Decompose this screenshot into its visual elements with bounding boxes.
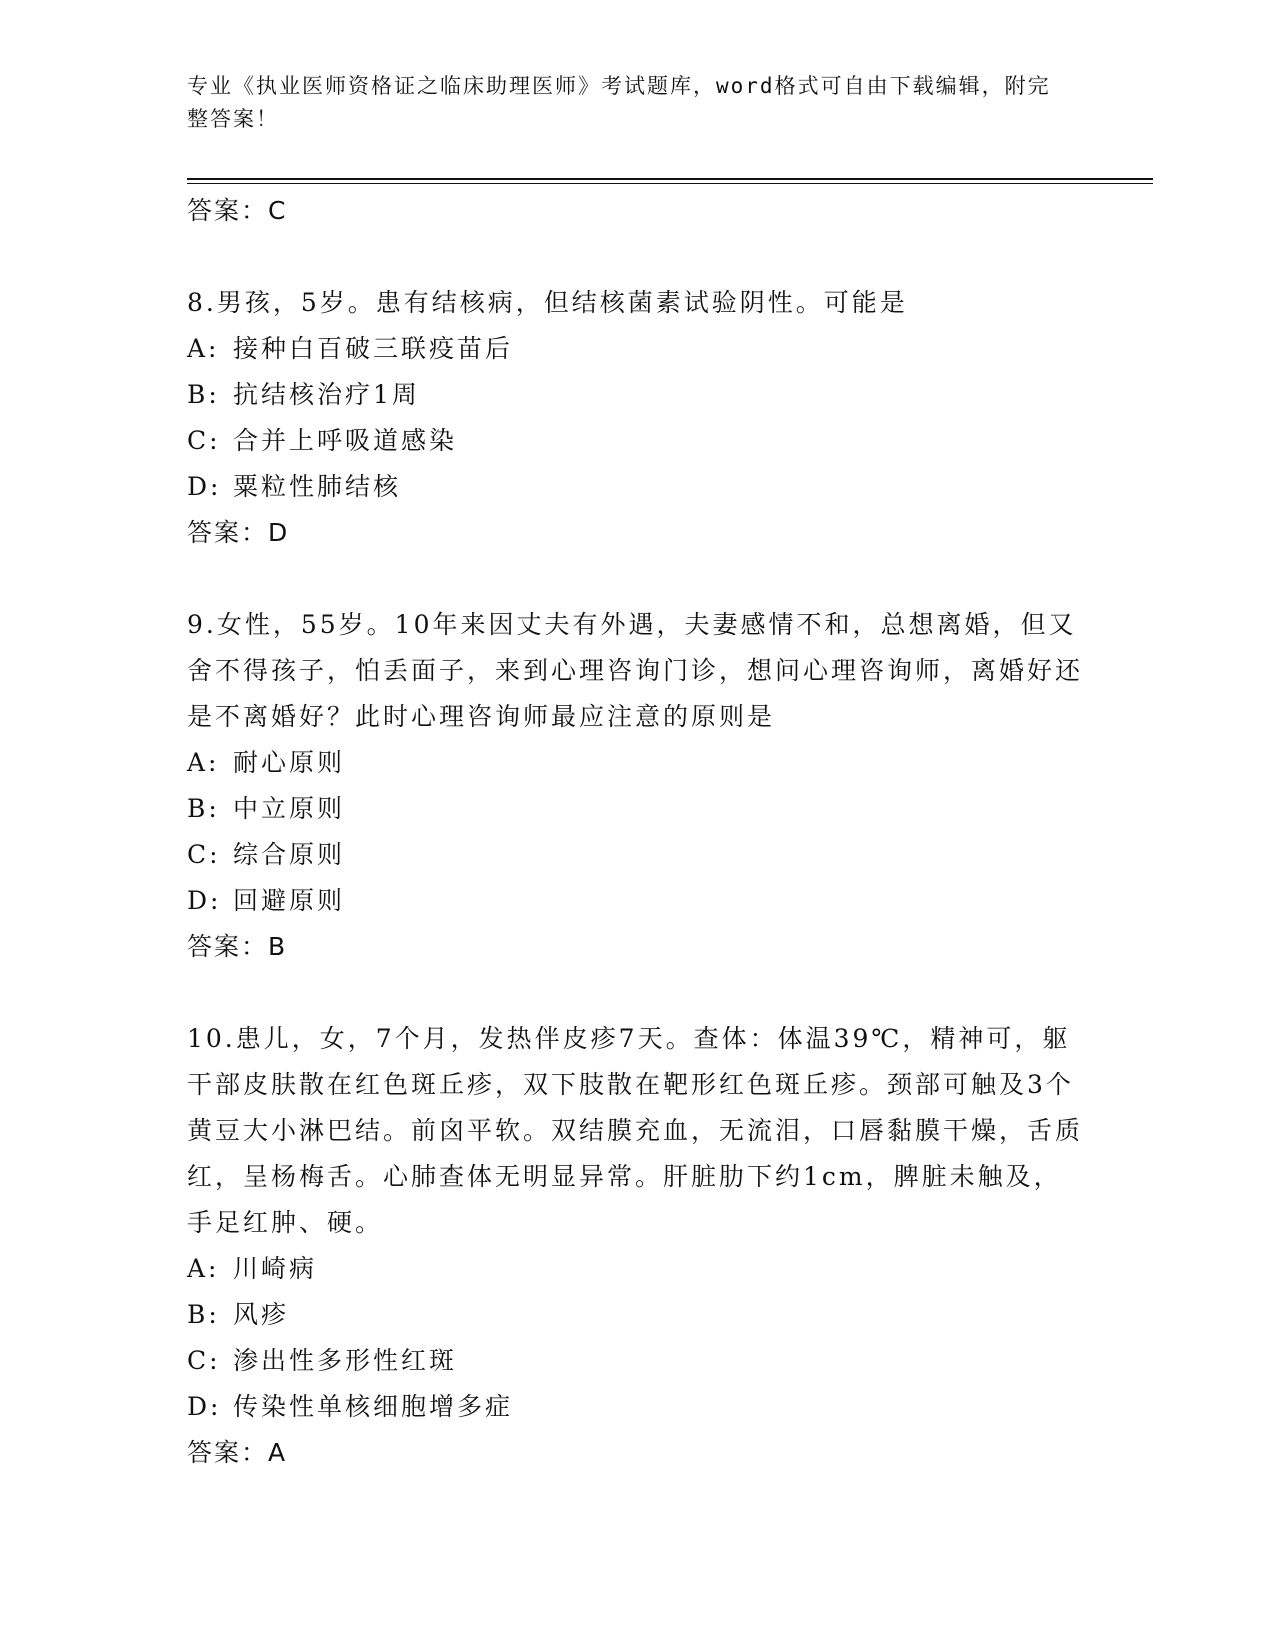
option-letter: B: [187, 380, 220, 409]
option-text: 中立原则 [233, 794, 346, 823]
option-letter: D: [187, 472, 222, 501]
option-list [187, 740, 1087, 924]
previous-answer: 答案：C [187, 196, 288, 225]
question-stem: 9.女性，55岁。10年来因丈夫有外遇，夫妻感情不和，总想离婚，但又舍不得孩子，怕丢面子，来到心理咨询门诊，想问心理咨询师，离婚好还是不离婚好？此时心理咨询师最应注意的原则是 [187, 610, 1084, 731]
option-text: 接种白百破三联疫苗后 [233, 334, 514, 363]
option-a [187, 740, 1087, 786]
question-stem: 10.患儿，女，7个月，发热伴皮疹7天。查体：体温39℃，精神可，躯干部皮肤散在红色斑丘疹，双下肢散在靶形红色斑丘疹。颈部可触及3个黄豆大小淋巴结。前囟平软。双结膜充血，无流泪，口唇黏膜干燥，舌质红，呈杨梅舌。心肺查体无明显异常。肝脏肋下约1cm，脾脏未触及，手足红肿、硬。 [187, 1024, 1084, 1237]
option-c [187, 832, 1087, 878]
option-d [187, 464, 1087, 510]
option-c [187, 1338, 1087, 1384]
option-text: 粟粒性肺结核 [233, 472, 402, 501]
answer-label: 答案：D [187, 518, 290, 547]
question-stem: 8.男孩，5岁。患有结核病，但结核菌素试验阴性。可能是 [187, 288, 908, 317]
answer-label: 答案：B [187, 932, 288, 961]
option-letter: C: [187, 840, 221, 869]
option-letter: C: [187, 1346, 221, 1375]
answer-label: 答案：A [187, 1438, 288, 1467]
option-text: 渗出性多形性红斑 [233, 1346, 458, 1375]
option-list [187, 1246, 1087, 1430]
option-letter: A: [187, 334, 220, 363]
question-10 [187, 1016, 1087, 1476]
option-b [187, 1292, 1087, 1338]
option-d [187, 878, 1087, 924]
question-list [187, 188, 1087, 1476]
option-letter: D: [187, 886, 222, 915]
option-letter: A: [187, 748, 220, 777]
question-9 [187, 602, 1087, 970]
option-text: 耐心原则 [233, 748, 346, 777]
option-b [187, 786, 1087, 832]
option-letter: B: [187, 794, 220, 823]
question-8 [187, 280, 1087, 556]
option-letter: C: [187, 426, 221, 455]
option-a [187, 326, 1087, 372]
page-header: 专业《执业医师资格证之临床助理医师》考试题库，word格式可自由下载编辑，附完整答案！ [187, 74, 1051, 131]
option-text: 合并上呼吸道感染 [233, 426, 458, 455]
option-a [187, 1246, 1087, 1292]
option-letter: D: [187, 1392, 222, 1421]
option-b [187, 372, 1087, 418]
option-letter: B: [187, 1300, 220, 1329]
option-letter: A: [187, 1254, 220, 1283]
option-list [187, 326, 1087, 510]
option-text: 回避原则 [233, 886, 346, 915]
option-d [187, 1384, 1087, 1430]
option-text: 综合原则 [233, 840, 346, 869]
header-rule-thick [187, 178, 1153, 180]
option-text: 抗结核治疗1周 [233, 380, 420, 409]
option-text: 川崎病 [233, 1254, 318, 1283]
header-rule-thin [187, 183, 1153, 184]
option-text: 传染性单核细胞增多症 [233, 1392, 514, 1421]
option-c [187, 418, 1087, 464]
option-text: 风疹 [233, 1300, 290, 1329]
